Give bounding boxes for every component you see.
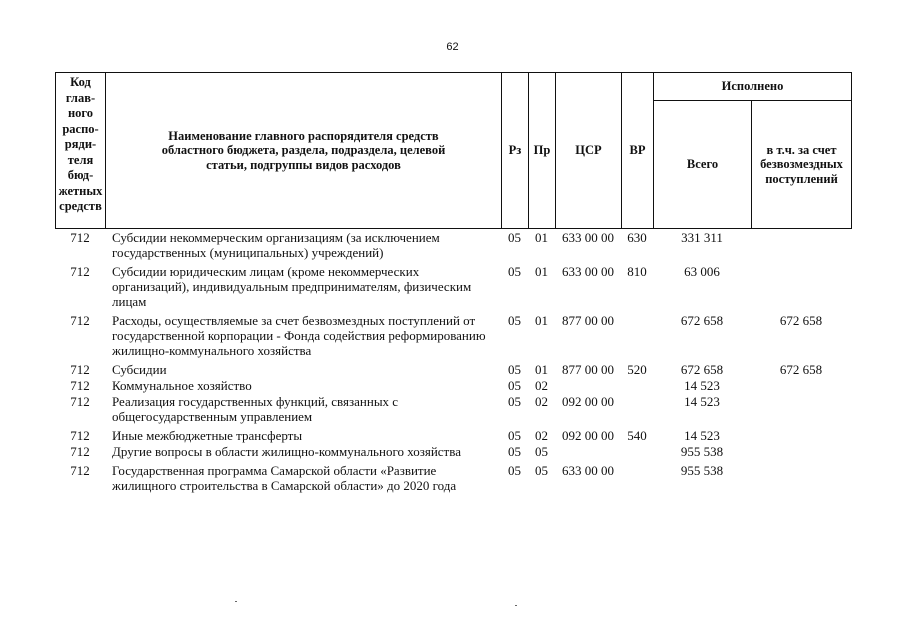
row-name: Государственная программа Самарской области «Развитие жилищного строительства в Самарской области» до 2020 года <box>112 463 457 493</box>
row-pr: 01 <box>535 362 548 377</box>
row-vr <box>621 312 653 361</box>
row-name: Другие вопросы в области жилищно-коммунального хозяйства <box>112 444 461 459</box>
row-rz: 05 <box>508 362 521 377</box>
row-rz: 05 <box>508 463 521 478</box>
row-pr: 01 <box>535 264 548 279</box>
row-total: 955 538 <box>680 444 724 459</box>
row-name: Субсидии юридическим лицам (кроме некоммерческих организаций), индивидуальным предпринимателям, физическим лицам <box>112 264 472 309</box>
row-csr: 633 00 00 <box>562 230 614 245</box>
header-rz: Рз <box>502 73 529 229</box>
row-pr: 02 <box>535 394 548 409</box>
table-row <box>55 263 851 312</box>
row-grants <box>751 427 851 443</box>
header-name: Наименование главного распорядителя средств областного бюджета, раздела, подраздела, целевой статьи, подгруппы видов расходов <box>106 73 502 229</box>
row-csr <box>555 377 621 393</box>
row-grants: 672 658 <box>779 313 823 328</box>
row-total: 955 538 <box>680 463 724 478</box>
table-header <box>55 72 852 229</box>
table-body <box>55 229 851 496</box>
table-row <box>55 393 851 427</box>
row-rz: 05 <box>508 230 521 245</box>
row-vr: 810 <box>627 264 647 279</box>
row-code: 712 <box>70 264 90 279</box>
row-vr: 540 <box>627 428 647 443</box>
row-grants <box>751 229 851 263</box>
table-row <box>55 312 851 361</box>
row-grants <box>751 462 851 496</box>
row-code: 712 <box>70 428 90 443</box>
row-code: 712 <box>70 394 90 409</box>
row-grants <box>751 377 851 393</box>
row-pr: 05 <box>535 463 548 478</box>
table-row <box>55 377 851 393</box>
table-row <box>55 443 851 462</box>
row-vr <box>621 393 653 427</box>
row-pr: 01 <box>535 313 548 328</box>
row-vr: 520 <box>627 362 647 377</box>
row-code: 712 <box>70 230 90 245</box>
row-csr: 633 00 00 <box>562 463 614 478</box>
row-pr: 02 <box>535 378 548 393</box>
row-total: 672 658 <box>680 362 724 377</box>
header-executed: Исполнено <box>654 73 852 101</box>
table-row <box>55 462 851 496</box>
row-name: Реализация государственных функций, связанных с общегосударственным управлением <box>112 394 399 424</box>
header-csr: ЦСР <box>556 73 622 229</box>
header-vr: ВР <box>622 73 654 229</box>
row-name: Субсидии <box>112 362 167 377</box>
table-row <box>55 229 851 263</box>
row-grants <box>751 263 851 312</box>
row-pr: 02 <box>535 428 548 443</box>
row-grants <box>751 393 851 427</box>
row-pr: 05 <box>535 444 548 459</box>
scan-speck <box>235 601 237 602</box>
row-total: 672 658 <box>680 313 724 328</box>
row-code: 712 <box>70 313 90 328</box>
row-rz: 05 <box>508 394 521 409</box>
page-number: 62 <box>446 41 459 53</box>
row-csr: 633 00 00 <box>562 264 614 279</box>
row-csr: 092 00 00 <box>562 394 614 409</box>
header-pr: Пр <box>529 73 556 229</box>
row-total: 14 523 <box>684 428 720 443</box>
row-grants: 672 658 <box>779 362 823 377</box>
header-code <box>56 73 106 229</box>
row-csr: 877 00 00 <box>562 313 614 328</box>
row-vr <box>621 377 653 393</box>
row-csr: 092 00 00 <box>562 428 614 443</box>
row-rz: 05 <box>508 444 521 459</box>
row-rz: 05 <box>508 313 521 328</box>
row-code: 712 <box>70 463 90 478</box>
row-code: 712 <box>70 362 90 377</box>
row-vr <box>621 443 653 462</box>
row-rz: 05 <box>508 428 521 443</box>
table-row <box>55 427 851 443</box>
row-vr <box>621 462 653 496</box>
header-code-text: Код глав- ного распо- ряди- теля бюд- жетных средств <box>58 75 103 213</box>
row-csr <box>555 443 621 462</box>
row-total: 14 523 <box>684 378 720 393</box>
row-name: Иные межбюджетные трансферты <box>112 428 303 443</box>
row-total: 63 006 <box>684 264 720 279</box>
row-csr: 877 00 00 <box>562 362 614 377</box>
header-grants: в т.ч. за счет безвозмездных поступлений <box>752 101 852 229</box>
row-grants <box>751 443 851 462</box>
row-total: 331 311 <box>681 230 723 245</box>
row-pr: 01 <box>535 230 548 245</box>
row-name: Коммунальное хозяйство <box>112 378 252 393</box>
row-name: Субсидии некоммерческим организациям (за исключением государственных (муниципальных) учреждений) <box>112 230 440 260</box>
row-total: 14 523 <box>684 394 720 409</box>
row-code: 712 <box>70 378 90 393</box>
row-rz: 05 <box>508 378 521 393</box>
row-rz: 05 <box>508 264 521 279</box>
scan-speck <box>515 605 517 606</box>
row-name: Расходы, осуществляемые за счет безвозмездных поступлений от государственной корпорации - Фонда содействия реформированию жилищно-коммунального хозяйства <box>112 313 486 358</box>
row-code: 712 <box>70 444 90 459</box>
row-vr: 630 <box>627 230 647 245</box>
table-row <box>55 361 851 377</box>
header-total: Всего <box>654 101 752 229</box>
